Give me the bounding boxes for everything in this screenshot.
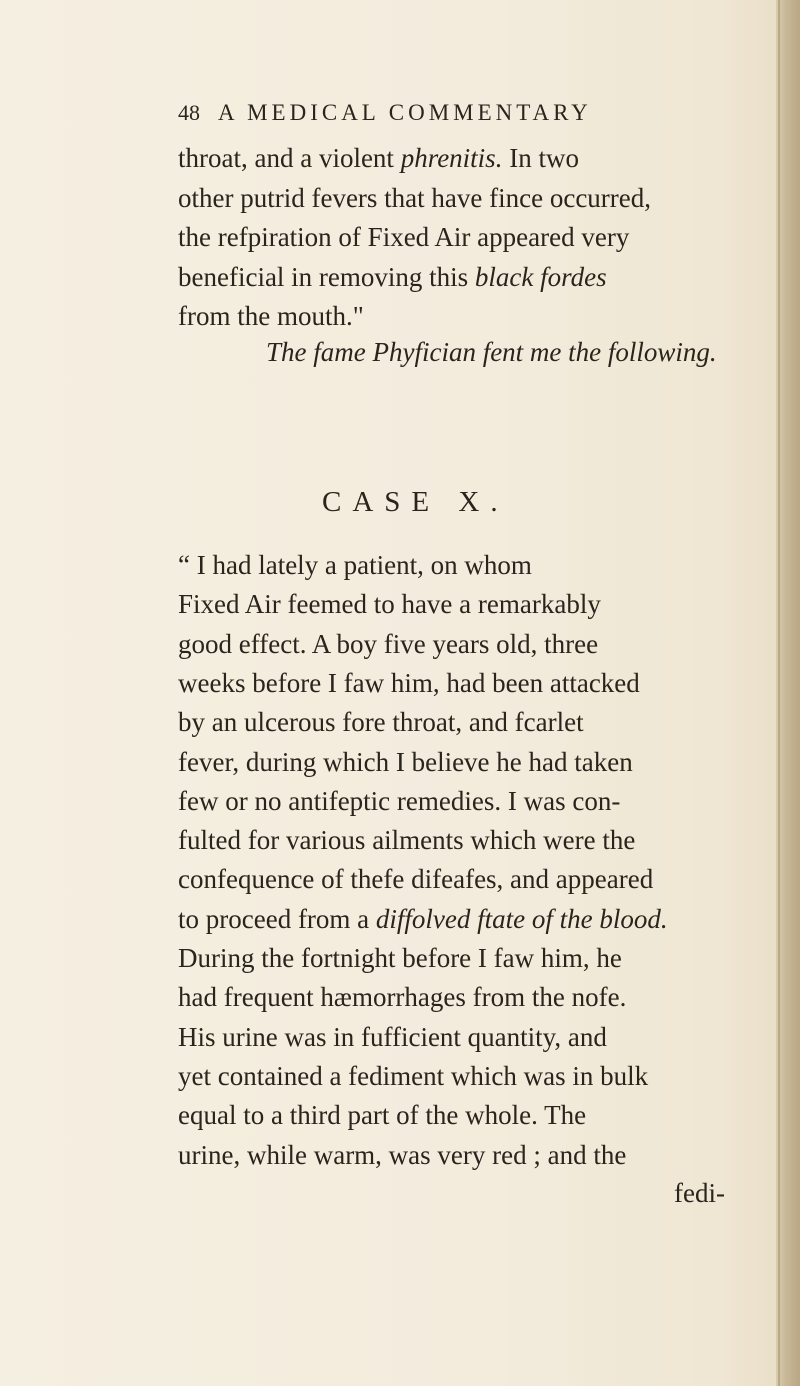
intro-line: The fame Phyfician fent me the following. [266, 337, 717, 367]
text-line [178, 591, 601, 618]
text-line [178, 746, 633, 777]
line-text: fever, during which I believe he had taken [178, 746, 633, 777]
text-line [178, 1060, 649, 1091]
text-line [178, 945, 622, 972]
text-line [178, 145, 579, 172]
line-italic-text: phrenitis. [400, 143, 503, 173]
line-text: beneficial in removing this [178, 261, 475, 292]
text-line [178, 628, 599, 659]
text-line [178, 552, 532, 579]
text-line [178, 182, 652, 213]
line-text: to proceed from a [178, 903, 376, 934]
line-italic-text: diffolved ftate of the blood. [375, 903, 668, 934]
line-text: equal to a third part of the whole. The [178, 1100, 587, 1131]
line-text: yet contained a fediment which was in bulk [178, 1060, 649, 1091]
line-text: weeks before I faw him, had been attacked [178, 667, 640, 698]
text-line [178, 224, 629, 251]
text-line [178, 709, 584, 736]
running-title: A MEDICAL COMMENTARY [218, 100, 592, 125]
line-text: throat, and a violent [178, 143, 401, 173]
gutter-edge [778, 0, 780, 1386]
text-line [178, 903, 668, 934]
line-text: by an ulcerous fore throat, and fcarlet [178, 707, 584, 738]
line-text: good effect. A boy five years old, three [178, 628, 599, 659]
text-line [178, 1139, 627, 1170]
text-line [178, 866, 653, 893]
page-number: 48 [178, 100, 200, 125]
line-text: His urine was in fufficient quantity, and [178, 1021, 607, 1052]
running-header [178, 100, 592, 126]
line-text: the refpiration of Fixed Air appeared very [178, 222, 630, 252]
text-line [178, 303, 364, 330]
text-line [178, 785, 621, 816]
line-text: fulted for various ailments which were the [178, 825, 636, 856]
line-text: other putrid fevers that have fince occurred, [178, 182, 652, 213]
text-line [178, 827, 635, 854]
text-line [178, 1021, 607, 1052]
text-line [178, 261, 607, 292]
line-text: “ I had lately a patient, on whom [178, 550, 532, 580]
line-italic-text: black fordes [474, 261, 607, 292]
line-text: confequence of thefe difeafes, and appeared [178, 864, 654, 895]
text-line [178, 667, 640, 698]
line-text: had frequent hæmorrhages from the nofe. [178, 982, 627, 1013]
text-line [178, 984, 626, 1011]
case-heading: CASE X. [322, 486, 509, 518]
line-text: During the fortnight before I faw him, he [178, 943, 622, 973]
catchword: fedi- [674, 1178, 725, 1208]
line-text: Fixed Air feemed to have a remarkably [178, 589, 601, 620]
line-text-tail: In two [502, 143, 579, 173]
line-text: urine, while warm, was very red ; and the [178, 1139, 627, 1170]
line-text: few or no antifeptic remedies. I was con- [178, 785, 621, 816]
text-line [178, 1102, 586, 1129]
line-text: from the mouth." [178, 301, 364, 331]
